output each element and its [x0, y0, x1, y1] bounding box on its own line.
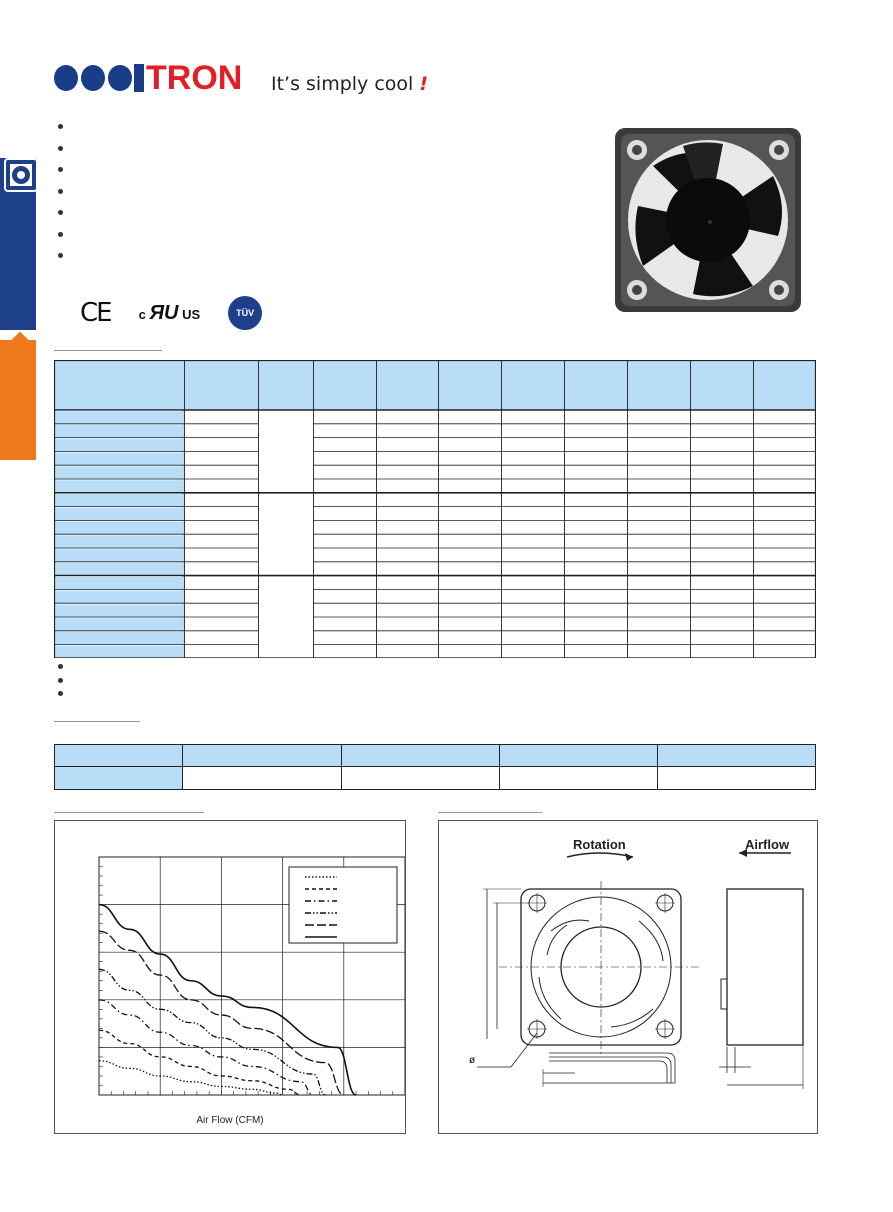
bullet-icon	[58, 678, 63, 683]
fan-front-view	[499, 881, 701, 1057]
fan-photo	[613, 126, 803, 314]
tagline-mark: !	[419, 73, 429, 95]
performance-chart-box	[54, 820, 406, 1134]
bullet-icon	[58, 691, 63, 696]
section-rule-specs	[54, 350, 162, 351]
performance-chart	[55, 821, 405, 1133]
bullet-icon	[58, 167, 63, 172]
options-table-grid	[54, 744, 816, 790]
bullet-icon	[58, 210, 63, 215]
side-tab-orange	[0, 340, 36, 460]
fan-thumbnail-icon	[4, 158, 38, 192]
rotation-label: Rotation	[573, 837, 626, 852]
diameter-symbol: ø	[469, 1055, 476, 1066]
logo-text: TRON	[146, 59, 243, 97]
options-table	[54, 744, 816, 790]
chart-legend-box	[289, 867, 397, 943]
ul-mark	[139, 302, 201, 325]
note-bullets	[58, 664, 63, 705]
section-rule-dimensions	[438, 812, 542, 813]
feature-bullets	[58, 124, 63, 275]
tagline-text: It’s simply cool	[271, 73, 414, 95]
bullet-icon	[58, 189, 63, 194]
ul-prefix: c	[138, 306, 146, 322]
chart-x-axis-label: Air Flow (CFM)	[196, 1115, 264, 1126]
logo-l-mark	[134, 64, 144, 92]
ce-mark: CE	[80, 298, 111, 328]
rotation-arrow-icon	[567, 853, 633, 857]
bullet-icon	[58, 232, 63, 237]
bullet-icon	[58, 253, 63, 258]
chart-series-line	[99, 969, 325, 1095]
bullet-icon	[58, 664, 63, 669]
ul-suffix: US	[182, 306, 201, 322]
certification-logos	[80, 296, 262, 330]
logo-circles	[54, 65, 132, 91]
brand-logo	[54, 60, 242, 96]
section-rule-performance	[54, 812, 204, 813]
bullet-icon	[58, 146, 63, 151]
dimension-drawing	[439, 821, 817, 1133]
tagline	[271, 73, 428, 95]
tuv-mark: TÜV	[228, 296, 262, 330]
airflow-label: Airflow	[745, 837, 790, 852]
section-rule-options	[54, 721, 140, 722]
spec-table-grid	[54, 360, 816, 658]
fan-side-view	[719, 889, 803, 1089]
spec-table	[54, 360, 816, 658]
chart-series-line	[99, 1030, 301, 1095]
ul-logo-icon: ЯU	[149, 301, 179, 324]
dimension-drawing-box	[438, 820, 818, 1134]
spec-header-row	[54, 360, 816, 410]
bullet-icon	[58, 124, 63, 129]
